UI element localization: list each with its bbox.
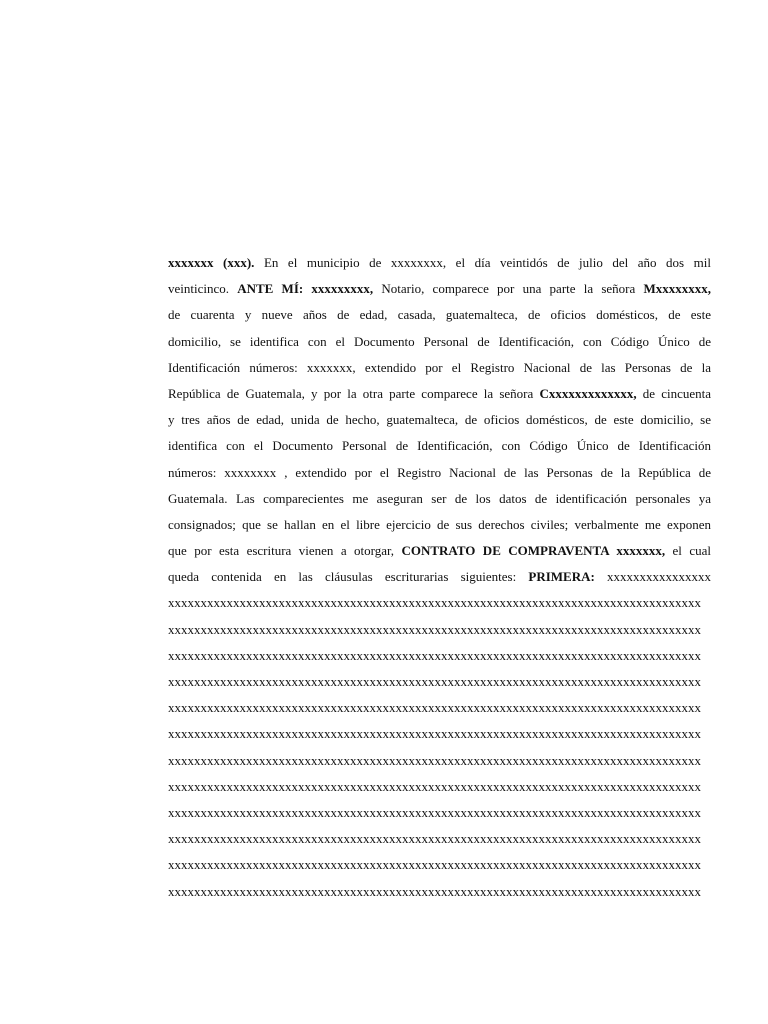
body-text: de cincuenta: [636, 385, 711, 401]
placeholder-line: [168, 617, 711, 643]
body-text: y tres años de edad, unida de hecho, guatemalteca, de oficios domésticos, de este domicilio, se: [168, 412, 711, 428]
body-text: consignados; que se hallan en el libre ejercicio de sus derechos civiles; verbalmente me exponen: [168, 516, 711, 532]
paragraph-line: [168, 564, 711, 590]
paragraph-line: [168, 355, 711, 381]
body-text: xxxxxxxxxxxxxxxxxxxxxxxxxxxxxxxxxxxxxxxxxxxxxxxxxxxxxxxxxxxxxxxxxxxxxxxxxxxxxxxxxx: [168, 726, 701, 742]
paragraph-line: [168, 329, 711, 355]
body-text: xxxxxxxxxxxxxxxxxxxxxxxxxxxxxxxxxxxxxxxxxxxxxxxxxxxxxxxxxxxxxxxxxxxxxxxxxxxxxxxxxx: [168, 883, 701, 899]
placeholder-line: [168, 800, 711, 826]
body-text: xxxxxxxxxxxxxxxxxxxxxxxxxxxxxxxxxxxxxxxxxxxxxxxxxxxxxxxxxxxxxxxxxxxxxxxxxxxxxxxxxx: [168, 700, 701, 716]
bold-text: Cxxxxxxxxxxxxx,: [539, 385, 637, 401]
placeholder-line: [168, 590, 711, 616]
placeholder-line: [168, 852, 711, 878]
body-text: Notario, comparece por una parte la señora: [373, 281, 644, 297]
body-text: xxxxxxxxxxxxxxxxxxxxxxxxxxxxxxxxxxxxxxxxxxxxxxxxxxxxxxxxxxxxxxxxxxxxxxxxxxxxxxxxxx: [168, 752, 701, 768]
body-text: xxxxxxxxxxxxxxxxxxxxxxxxxxxxxxxxxxxxxxxxxxxxxxxxxxxxxxxxxxxxxxxxxxxxxxxxxxxxxxxxxx: [168, 621, 701, 637]
body-text: xxxxxxxxxxxxxxxxxxxxxxxxxxxxxxxxxxxxxxxxxxxxxxxxxxxxxxxxxxxxxxxxxxxxxxxxxxxxxxxxxx: [168, 674, 701, 689]
placeholder-line: [168, 695, 711, 721]
placeholder-line: [168, 721, 711, 747]
deed-body-text: [168, 250, 711, 905]
paragraph-line: [168, 486, 711, 512]
body-text: de cuarenta y nueve años de edad, casada, guatemalteca, de oficios domésticos, de este: [168, 307, 711, 323]
body-text: Identificación números: xxxxxxx, extendido por el Registro Nacional de las Personas de la: [168, 359, 711, 375]
bold-text: PRIMERA:: [528, 569, 595, 585]
paragraph-line: [168, 407, 711, 433]
bold-text: CONTRATO DE COMPRAVENTA xxxxxxx,: [401, 543, 666, 559]
body-text: xxxxxxxxxxxxxxxxxxxxxxxxxxxxxxxxxxxxxxxxxxxxxxxxxxxxxxxxxxxxxxxxxxxxxxxxxxxxxxxxxx: [168, 804, 701, 820]
placeholder-line: [168, 774, 711, 800]
paragraph-line: [168, 433, 711, 459]
body-text: xxxxxxxxxxxxxxxxxxxxxxxxxxxxxxxxxxxxxxxxxxxxxxxxxxxxxxxxxxxxxxxxxxxxxxxxxxxxxxxxxx: [168, 595, 701, 611]
paragraph-line: [168, 381, 711, 407]
bold-text: xxxxxxx (xxx).: [168, 255, 255, 270]
placeholder-line: [168, 826, 711, 852]
body-text: el cual: [665, 543, 711, 559]
bold-text: ANTE MÍ: xxxxxxxxx,: [237, 281, 374, 297]
body-text: xxxxxxxxxxxxxxxxxxxxxxxxxxxxxxxxxxxxxxxxxxxxxxxxxxxxxxxxxxxxxxxxxxxxxxxxxxxxxxxxxx: [168, 778, 701, 794]
paragraph-line: [168, 538, 711, 564]
placeholder-line: [168, 879, 711, 905]
paragraph-line: [168, 460, 711, 486]
body-text: que por esta escritura vienen a otorgar,: [168, 543, 402, 559]
placeholder-line: [168, 643, 711, 669]
body-text: veinticinco.: [168, 281, 238, 297]
body-text: República de Guatemala, y por la otra parte comparece la señora: [168, 385, 540, 401]
paragraph-line: [168, 302, 711, 328]
body-text: números: xxxxxxxx , extendido por el Registro Nacional de las Personas de la República de: [168, 464, 711, 480]
bold-text: Mxxxxxxxx,: [643, 281, 711, 297]
placeholder-line: [168, 748, 711, 774]
body-text: queda contenida en las cláusulas escriturarias siguientes:: [168, 569, 529, 585]
body-text: xxxxxxxxxxxxxxxx: [594, 569, 711, 585]
paragraph-line: [168, 250, 711, 276]
paragraph-line: [168, 512, 711, 538]
placeholder-line: [168, 669, 711, 695]
body-text: En el municipio de xxxxxxxx, el día veintidós de julio del año dos mil: [254, 255, 711, 270]
paragraph-line: [168, 276, 711, 302]
body-text: identifica con el Documento Personal de Identificación, con Código Único de Identificación: [168, 438, 711, 454]
body-text: xxxxxxxxxxxxxxxxxxxxxxxxxxxxxxxxxxxxxxxxxxxxxxxxxxxxxxxxxxxxxxxxxxxxxxxxxxxxxxxxxx: [168, 857, 701, 873]
body-text: xxxxxxxxxxxxxxxxxxxxxxxxxxxxxxxxxxxxxxxxxxxxxxxxxxxxxxxxxxxxxxxxxxxxxxxxxxxxxxxxxx: [168, 647, 701, 663]
body-text: domicilio, se identifica con el Documento Personal de Identificación, con Código Único de: [168, 333, 711, 349]
body-text: Guatemala. Las comparecientes me aseguran ser de los datos de identificación personales ya: [168, 490, 711, 506]
body-text: xxxxxxxxxxxxxxxxxxxxxxxxxxxxxxxxxxxxxxxxxxxxxxxxxxxxxxxxxxxxxxxxxxxxxxxxxxxxxxxxxx: [168, 831, 701, 847]
